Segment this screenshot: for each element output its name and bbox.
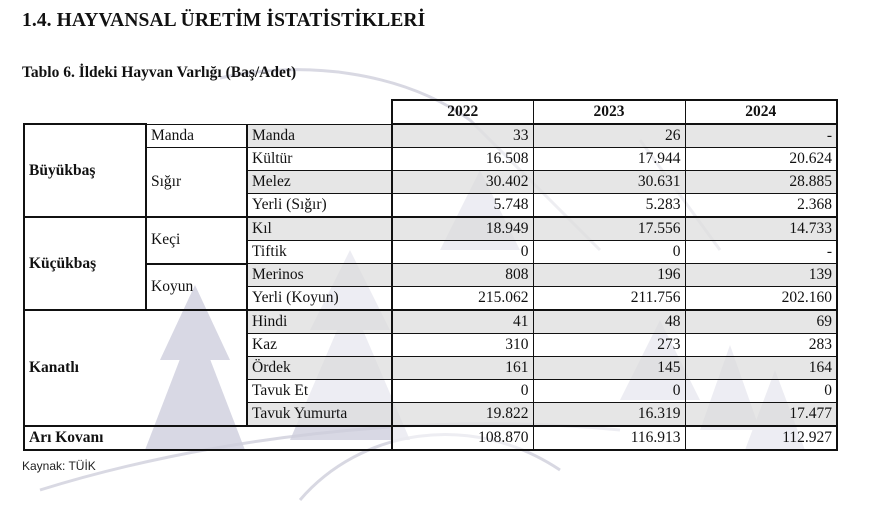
value-2023: 30.631 bbox=[533, 171, 685, 194]
header-blank bbox=[24, 100, 392, 124]
group-label: Kanatlı bbox=[24, 310, 247, 426]
value-2022: 30.402 bbox=[392, 171, 533, 194]
value-2024: 2.368 bbox=[685, 194, 837, 218]
value-2022: 41 bbox=[392, 310, 533, 334]
value-2022: 18.949 bbox=[392, 217, 533, 241]
total-label: Arı Kovanı bbox=[24, 426, 392, 450]
value-2022: 0 bbox=[392, 380, 533, 403]
group-label: Büyükbaş bbox=[24, 124, 146, 217]
col-header-2022: 2022 bbox=[392, 100, 533, 124]
table-caption: Tablo 6. İldeki Hayvan Varlığı (Baş/Adet) bbox=[22, 64, 297, 81]
value-2022: 19.822 bbox=[392, 403, 533, 427]
value-2024: 112.927 bbox=[685, 426, 837, 450]
value-2024: 17.477 bbox=[685, 403, 837, 427]
total-row bbox=[24, 426, 837, 450]
value-2022: 808 bbox=[392, 264, 533, 287]
livestock-table bbox=[23, 99, 838, 451]
value-2024: - bbox=[685, 124, 837, 148]
source-note: Kaynak: TÜİK bbox=[22, 459, 96, 473]
table-row bbox=[24, 124, 837, 148]
subgroup-label: Koyun bbox=[146, 264, 247, 311]
value-2022: 5.748 bbox=[392, 194, 533, 218]
col-header-2023: 2023 bbox=[533, 100, 685, 124]
value-2023: 0 bbox=[533, 241, 685, 264]
value-2024: 28.885 bbox=[685, 171, 837, 194]
value-2023: 5.283 bbox=[533, 194, 685, 218]
subgroup-label: Sığır bbox=[146, 148, 247, 218]
value-2024: 139 bbox=[685, 264, 837, 287]
value-2022: 310 bbox=[392, 334, 533, 357]
item-label: Tavuk Yumurta bbox=[247, 403, 392, 427]
header-row bbox=[24, 100, 837, 124]
table-row bbox=[24, 148, 837, 171]
item-label: Kıl bbox=[247, 217, 392, 241]
value-2023: 16.319 bbox=[533, 403, 685, 427]
value-2024: - bbox=[685, 241, 837, 264]
value-2024: 283 bbox=[685, 334, 837, 357]
value-2024: 202.160 bbox=[685, 287, 837, 311]
item-label: Manda bbox=[247, 124, 392, 148]
col-header-2024: 2024 bbox=[685, 100, 837, 124]
value-2022: 33 bbox=[392, 124, 533, 148]
table-row bbox=[24, 264, 837, 287]
value-2024: 69 bbox=[685, 310, 837, 334]
item-label: Yerli (Sığır) bbox=[247, 194, 392, 218]
table-row bbox=[24, 310, 837, 334]
value-2023: 116.913 bbox=[533, 426, 685, 450]
value-2022: 108.870 bbox=[392, 426, 533, 450]
value-2022: 0 bbox=[392, 241, 533, 264]
value-2024: 20.624 bbox=[685, 148, 837, 171]
value-2024: 14.733 bbox=[685, 217, 837, 241]
value-2022: 215.062 bbox=[392, 287, 533, 311]
value-2024: 0 bbox=[685, 380, 837, 403]
group-label: Küçükbaş bbox=[24, 217, 146, 310]
value-2024: 164 bbox=[685, 357, 837, 380]
item-label: Merinos bbox=[247, 264, 392, 287]
value-2023: 17.556 bbox=[533, 217, 685, 241]
item-label: Tiftik bbox=[247, 241, 392, 264]
item-label: Yerli (Koyun) bbox=[247, 287, 392, 311]
table-row bbox=[24, 217, 837, 241]
value-2023: 0 bbox=[533, 380, 685, 403]
value-2023: 273 bbox=[533, 334, 685, 357]
item-label: Ördek bbox=[247, 357, 392, 380]
value-2022: 161 bbox=[392, 357, 533, 380]
item-label: Melez bbox=[247, 171, 392, 194]
item-label: Tavuk Et bbox=[247, 380, 392, 403]
value-2023: 26 bbox=[533, 124, 685, 148]
item-label: Hindi bbox=[247, 310, 392, 334]
section-title: 1.4. HAYVANSAL ÜRETİM İSTATİSTİKLERİ bbox=[22, 10, 426, 31]
value-2023: 48 bbox=[533, 310, 685, 334]
value-2022: 16.508 bbox=[392, 148, 533, 171]
subgroup-label: Manda bbox=[146, 124, 247, 148]
subgroup-label: Keçi bbox=[146, 217, 247, 264]
item-label: Kültür bbox=[247, 148, 392, 171]
value-2023: 211.756 bbox=[533, 287, 685, 311]
value-2023: 196 bbox=[533, 264, 685, 287]
value-2023: 145 bbox=[533, 357, 685, 380]
item-label: Kaz bbox=[247, 334, 392, 357]
value-2023: 17.944 bbox=[533, 148, 685, 171]
